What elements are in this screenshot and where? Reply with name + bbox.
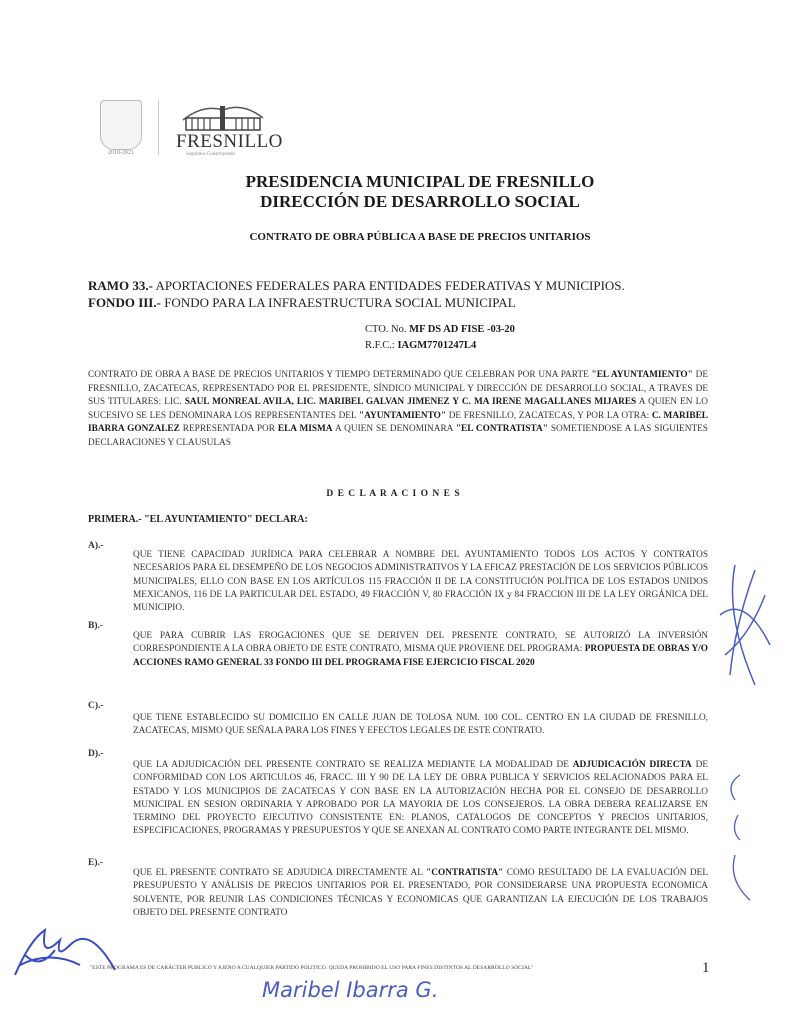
- item-text: QUE TIENE CAPACIDAD JURÍDICA PARA CELEBRAR A NOMBRE DEL AYUNTAMIENTO TODOS LOS ACTOS Y CONTRATOS NECESARIOS PARA EL DESEMPEÑO DE LOS NEGOCIOS ADMINISTRATIVOS Y LA EFICAZ PRESTACIÓN DE LOS SERVICIOS PÚBLICOS MUNICIPALES, ELLO CON BASE EN LOS ARTÍCULOS 115 FRACCIÓN II DE LA CONSTITUCIÓN POLÍTICA DE LOS ESTADOS UNIDOS MEXICANOS, 116 DE LA PARTICULAR DEL ESTADO, 49 FRACCIÓN V, 80 FRACCIÓN IX y 84 FRACCION III DE LA LEY ORGÁNICA DEL MUNICIPIO.: [133, 550, 708, 614]
- item-bold: "CONTRATISTA": [426, 868, 504, 878]
- logo-tagline: Seguimos Construyendo: [186, 152, 236, 157]
- margin-signature: [715, 555, 775, 695]
- page-number: 1: [702, 960, 710, 976]
- intro-bold: SAUL MONREAL AVILA, LIC. MARIBEL GALVAN JIMENEZ Y C. MA IRENE MAGALLANES MIJARES: [184, 397, 637, 407]
- intro-text: CONTRATO DE OBRA A BASE DE PRECIOS UNITARIOS Y TIEMPO DETERMINADO QUE CELEBRAN POR UNA PARTE: [88, 370, 592, 380]
- fondo-text: FONDO PARA LA INFRAESTRUCTURA SOCIAL MUNICIPAL: [160, 295, 516, 310]
- seal-years: 2018-2021: [108, 150, 134, 156]
- intro-bold: "AYUNTAMIENTO": [358, 410, 447, 421]
- rfc-label: R.F.C.:: [365, 340, 398, 351]
- intro-text: REPRESENTADA POR: [179, 424, 278, 434]
- intro-bold: ELA MISMA: [277, 424, 333, 434]
- item-text-d: [133, 759, 708, 839]
- item-text: COMO RESULTADO DE LA EVALUACIÓN DEL PRESUPUESTO Y ANÁLISIS DE PRECIOS UNITARIOS POR EL PRESENTADO, POR CONSIDERARSE UNA PROPUESTA ECONOMICA SOLVENTE, POR REUNIR LAS CONDICIONES TÉCNICAS Y ECONOMICAS QUE GARANTIZAN LA EJECUCIÓN DE LOS TRABAJOS OBJETO DEL PRESENTE CONTRATO: [133, 868, 709, 918]
- municipal-seal: [100, 100, 142, 150]
- item-label-c: C).-: [88, 701, 104, 711]
- item-bold: ADJUDICACIÓN DIRECTA: [572, 760, 692, 770]
- contract-number: [365, 324, 515, 335]
- item-text-b: [133, 630, 708, 670]
- rfc: [365, 340, 476, 351]
- intro-bold: "EL AYUNTAMIENTO": [591, 370, 693, 380]
- intro-bold: C. MARIBEL IBARRA GONZALEZ: [88, 410, 708, 434]
- fondo-line: [88, 295, 516, 311]
- rfc-value: IAGM7701247L4: [397, 340, 477, 351]
- item-bold: PROPUESTA DE OBRAS Y/O ACCIONES RAMO GENERAL 33 FONDO III DEL PROGRAMA FISE EJERCICIO FISCAL 2020: [133, 644, 709, 668]
- declaraciones-heading: D E C L A R A C I O N E S: [326, 489, 461, 499]
- intro-paragraph: [88, 369, 708, 450]
- ramo-text: APORTACIONES FEDERALES PARA ENTIDADES FEDERATIVAS Y MUNICIPIOS.: [153, 278, 625, 293]
- footer-note: "ESTE PROGRAMA ES DE CARÁCTER PUBLICO Y AJENO A CUALQUIER PARTIDO POLITICO. QUEDA PROHIBIDO EL USO PARA FINES DISTINTOS AL DESARROLLO SOCIAL": [90, 965, 534, 971]
- cto-value: MF DS AD FISE -03-20: [409, 324, 515, 335]
- item-text: DE CONFORMIDAD CON LOS ARTICULOS 46, FRACC. III Y 90 DE LA LEY DE OBRA PUBLICA Y SERVICIOS RELACIONADOS PARA EL ESTADO Y LOS MUNICIPIOS DE ZACATECAS Y CON BASE EN LA AUTORIZACIÓN HECHA POR EL CONSEJO DE DESARROLLO MUNICIPAL EN SESION ORDINARIA Y APROBADO POR LA MAYORIA DE LOS CONSEJEROS. LA OBRA DEBERA REALIZARSE EN TERMINO DEL PROYECTO EJECUTIVO CONSISTENTE EN: PLANOS, CATALOGOS DE CONCEPTOS Y PRECIOS UNITARIOS, ESPECIFICACIONES, PROGRAMAS Y PRESUPUESTOS Y QUE SE ANEXAN AL CONTRATO COMO PARTE INTEGRANTE DEL MISMO.: [133, 760, 708, 837]
- intro-text: DE FRESNILLO, ZACATECAS, Y POR LA OTRA:: [446, 410, 652, 421]
- margin-initials: [720, 770, 760, 910]
- intro-text: A QUIEN SE DENOMINARA: [332, 424, 456, 434]
- logo-divider: [158, 100, 159, 155]
- fondo-label: FONDO III.-: [88, 295, 161, 310]
- item-text-c: [133, 712, 708, 739]
- intro-text: A QUIEN EN LO SUCESIVO SE LES DENOMINARA LOS REPRESENTANTES DEL: [88, 397, 708, 421]
- ramo-label: RAMO 33.-: [88, 278, 153, 293]
- item-label-b: B).-: [88, 621, 104, 631]
- item-label-a: A).-: [88, 541, 104, 551]
- cto-label: CTO. No.: [365, 324, 410, 335]
- title-line-1: PRESIDENCIA MUNICIPAL DE FRESNILLO: [245, 172, 595, 191]
- handwritten-name: Maribel Ibarra G.: [262, 978, 439, 1002]
- intro-text: SOMETIENDOSE A LAS SIGUIENTES DECLARACIONES Y CLAUSULAS: [88, 424, 708, 448]
- item-text: QUE LA ADJUDICACIÓN DEL PRESENTE CONTRATO SE REALIZA MEDIANTE LA MODALIDAD DE: [133, 760, 573, 770]
- item-text: QUE TIENE ESTABLECIDO SU DOMICILIO EN CALLE JUAN DE TOLOSA NUM. 100 COL. CENTRO EN LA CIUDAD DE FRESNILLO, ZACATECAS, MISMO QUE SEÑALA PARA LOS FINES Y EFECTOS LEGALES DE ESTE CONTRATO.: [133, 713, 708, 737]
- intro-bold: "EL CONTRATISTA": [455, 424, 548, 434]
- title-line-2: DIRECCIÓN DE DESARROLLO SOCIAL: [260, 192, 580, 211]
- ramo-line: [88, 278, 625, 294]
- primera-heading: PRIMERA.- "EL AYUNTAMIENTO" DECLARA:: [88, 514, 308, 525]
- item-text: QUE PARA CUBRIR LAS EROGACIONES QUE SE DERIVEN DEL PRESENTE CONTRATO, SE AUTORIZÓ LA INVERSIÓN CORRESPONDIENTE A LA OBRA OBJETO DE ESTE CONTRATO, MISMA QUE PROVIENE DEL PROGRAMA:: [133, 631, 708, 655]
- contract-subtitle: CONTRATO DE OBRA PÚBLICA A BASE DE PRECIOS UNITARIOS: [249, 231, 591, 243]
- fresnillo-building-logo: [178, 100, 268, 134]
- intro-text: DE FRESNILLO, ZACATECAS, REPRESENTADO POR EL PRESIDENTE, SÍNDICO MUNICIPAL Y DIRECCIÓN DE DESARROLLO SOCIAL, A TRAVES DE SUS TITULARES: LIC.: [88, 370, 708, 407]
- corner-signature: [10, 920, 120, 980]
- fresnillo-logo-text: FRESNILLO: [176, 131, 283, 152]
- item-text-e: [133, 867, 708, 920]
- item-label-e: E).-: [88, 858, 104, 868]
- item-text-a: [133, 549, 708, 615]
- item-label-d: D).-: [88, 749, 104, 759]
- item-text: QUE EL PRESENTE CONTRATO SE ADJUDICA DIRECTAMENTE AL: [133, 868, 427, 878]
